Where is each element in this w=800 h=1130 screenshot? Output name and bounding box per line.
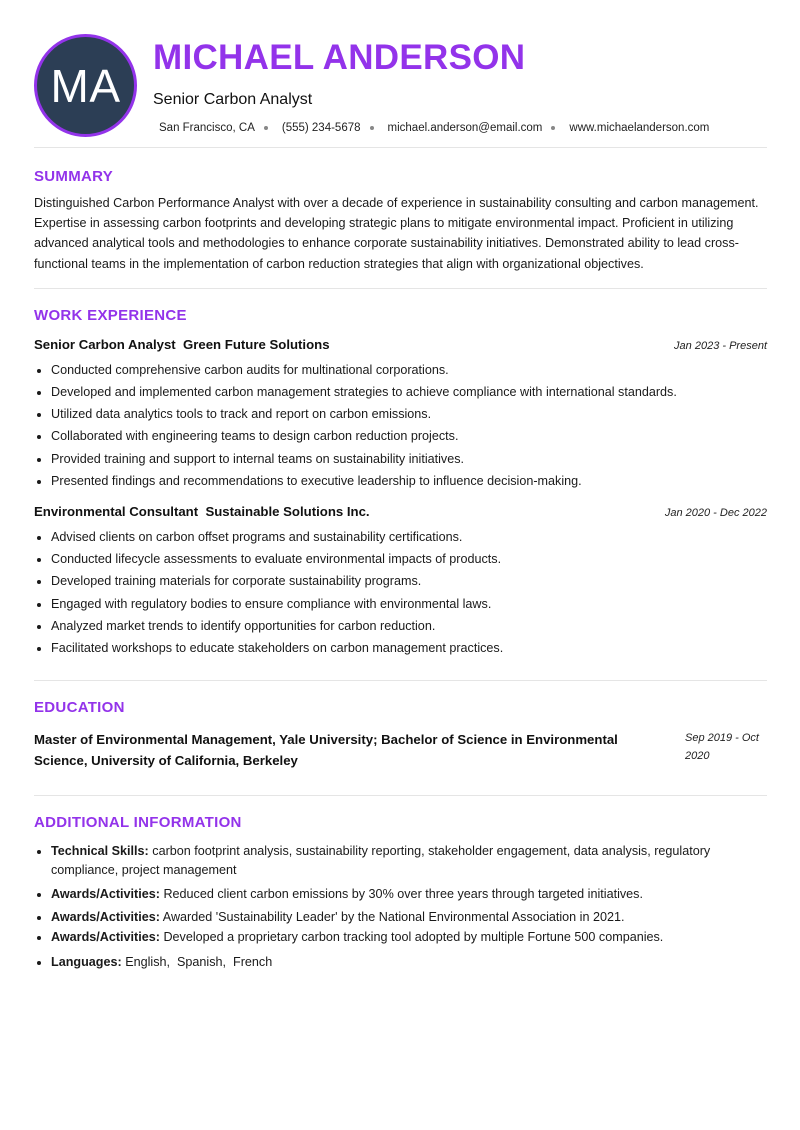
divider	[34, 147, 767, 148]
job-bullets	[34, 359, 767, 492]
list-item	[51, 928, 767, 947]
education-entry	[34, 729, 767, 771]
contact-email[interactable]: michael.anderson@email.com	[387, 122, 543, 134]
list-item: • Advised clients on carbon offset programs and sustainability certifications.	[51, 526, 767, 548]
separator-dot-icon	[370, 126, 374, 130]
list-item: • Conducted comprehensive carbon audits for multinational corporations.	[51, 359, 767, 381]
list-item: • Utilized data analytics tools to track and report on carbon emissions.	[51, 403, 767, 425]
item-label: Awards/Activities:	[51, 886, 160, 901]
item-label: Awards/Activities:	[51, 930, 160, 945]
divider	[34, 288, 767, 289]
summary-text: Distinguished Carbon Performance Analyst with over a decade of experience in sustainability consulting and carbon management. Expertise in assessing carbon footprints and developing strategic plans to mitigate environmental impact. Proficient in utilizing advanced analytical tools and methodologies to enhance corporate sustainability initiatives. Demonstrated ability to lead cross-functional teams in the implementation of carbon reduction strategies that align with organizational objectives.	[34, 196, 759, 271]
job-header	[34, 337, 767, 352]
section-heading-additional: ADDITIONAL INFORMATION	[34, 814, 242, 832]
avatar	[34, 34, 137, 137]
language-item: English	[125, 955, 167, 970]
additional-list	[34, 842, 767, 972]
job-role: Environmental Consultant Sustainable Solutions Inc.	[34, 504, 370, 520]
job-dates: Jan 2023 - Present	[674, 339, 767, 352]
job-role: Senior Carbon Analyst Green Future Solutions	[34, 336, 330, 352]
contact-location: San Francisco, CA	[159, 122, 255, 134]
list-item: • Developed training materials for corporate sustainability programs.	[51, 570, 767, 592]
section-heading-summary: SUMMARY	[34, 168, 114, 185]
list-item: • Analyzed market trends to identify opportunities for carbon reduction.	[51, 615, 767, 637]
item-text: Reduced client carbon emissions by 30% over three years through targeted initiatives.	[163, 886, 643, 901]
candidate-name: MICHAEL ANDERSON	[153, 38, 526, 77]
job-bullets	[34, 526, 767, 659]
list-item: • Provided training and support to internal teams on sustainability initiatives.	[51, 448, 767, 470]
language-item: Spanish	[177, 955, 223, 970]
list-item: • Conducted lifecycle assessments to evaluate environmental impacts of products.	[51, 548, 767, 570]
contact-website[interactable]: www.michaelanderson.com	[569, 122, 710, 134]
item-label: Awards/Activities:	[51, 910, 160, 925]
education-section	[34, 699, 767, 771]
divider	[34, 680, 767, 681]
list-item	[51, 885, 767, 904]
divider	[34, 795, 767, 796]
experience-section	[34, 307, 767, 659]
resume-header	[34, 34, 767, 137]
contact-bar	[153, 122, 767, 134]
contact-phone: (555) 234-5678	[281, 122, 361, 134]
education-dates: Sep 2019 - Oct 2020	[685, 732, 759, 763]
job-dates: Jan 2020 - Dec 2022	[664, 507, 767, 520]
job-entry	[34, 337, 767, 492]
list-item	[51, 908, 767, 927]
item-label: Technical Skills:	[51, 844, 149, 859]
list-item	[51, 842, 767, 880]
additional-section	[34, 814, 767, 972]
list-item: • Collaborated with engineering teams to design carbon reduction projects.	[51, 425, 767, 447]
summary-section	[34, 168, 767, 274]
list-item: • Facilitated workshops to educate stakeholders on carbon management practices.	[51, 637, 767, 659]
list-item-languages: • Languages: English, Spanish, French	[51, 953, 767, 972]
item-text: Awarded 'Sustainability Leader' by the National Environmental Association in 2021.	[162, 910, 625, 925]
avatar-initials: MA	[50, 59, 121, 112]
item-text: Developed a proprietary carbon tracking tool adopted by multiple Fortune 500 companies.	[163, 930, 664, 945]
job-entry	[34, 504, 767, 659]
header-text	[153, 34, 767, 134]
list-item: • Engaged with regulatory bodies to ensure compliance with environmental laws.	[51, 593, 767, 615]
list-item: • Presented findings and recommendations to executive leadership to influence decision-making.	[51, 470, 767, 492]
item-text: carbon footprint analysis, sustainability reporting, stakeholder engagement, data analysis, regulatory compliance, project management	[51, 844, 711, 878]
candidate-title: Senior Carbon Analyst	[153, 91, 313, 108]
section-heading-education: EDUCATION	[34, 699, 125, 717]
languages-label: Languages:	[51, 955, 122, 970]
list-item: • Developed and implemented carbon management strategies to achieve compliance with international standards.	[51, 381, 767, 403]
job-header	[34, 504, 767, 519]
separator-dot-icon	[264, 126, 268, 130]
language-item: French	[233, 955, 273, 970]
section-heading-experience: WORK EXPERIENCE	[34, 306, 187, 324]
separator-dot-icon	[551, 126, 555, 130]
education-degree: Master of Environmental Management, Yale University; Bachelor of Science in Environmental Science, University of California, Berkeley	[34, 732, 618, 769]
